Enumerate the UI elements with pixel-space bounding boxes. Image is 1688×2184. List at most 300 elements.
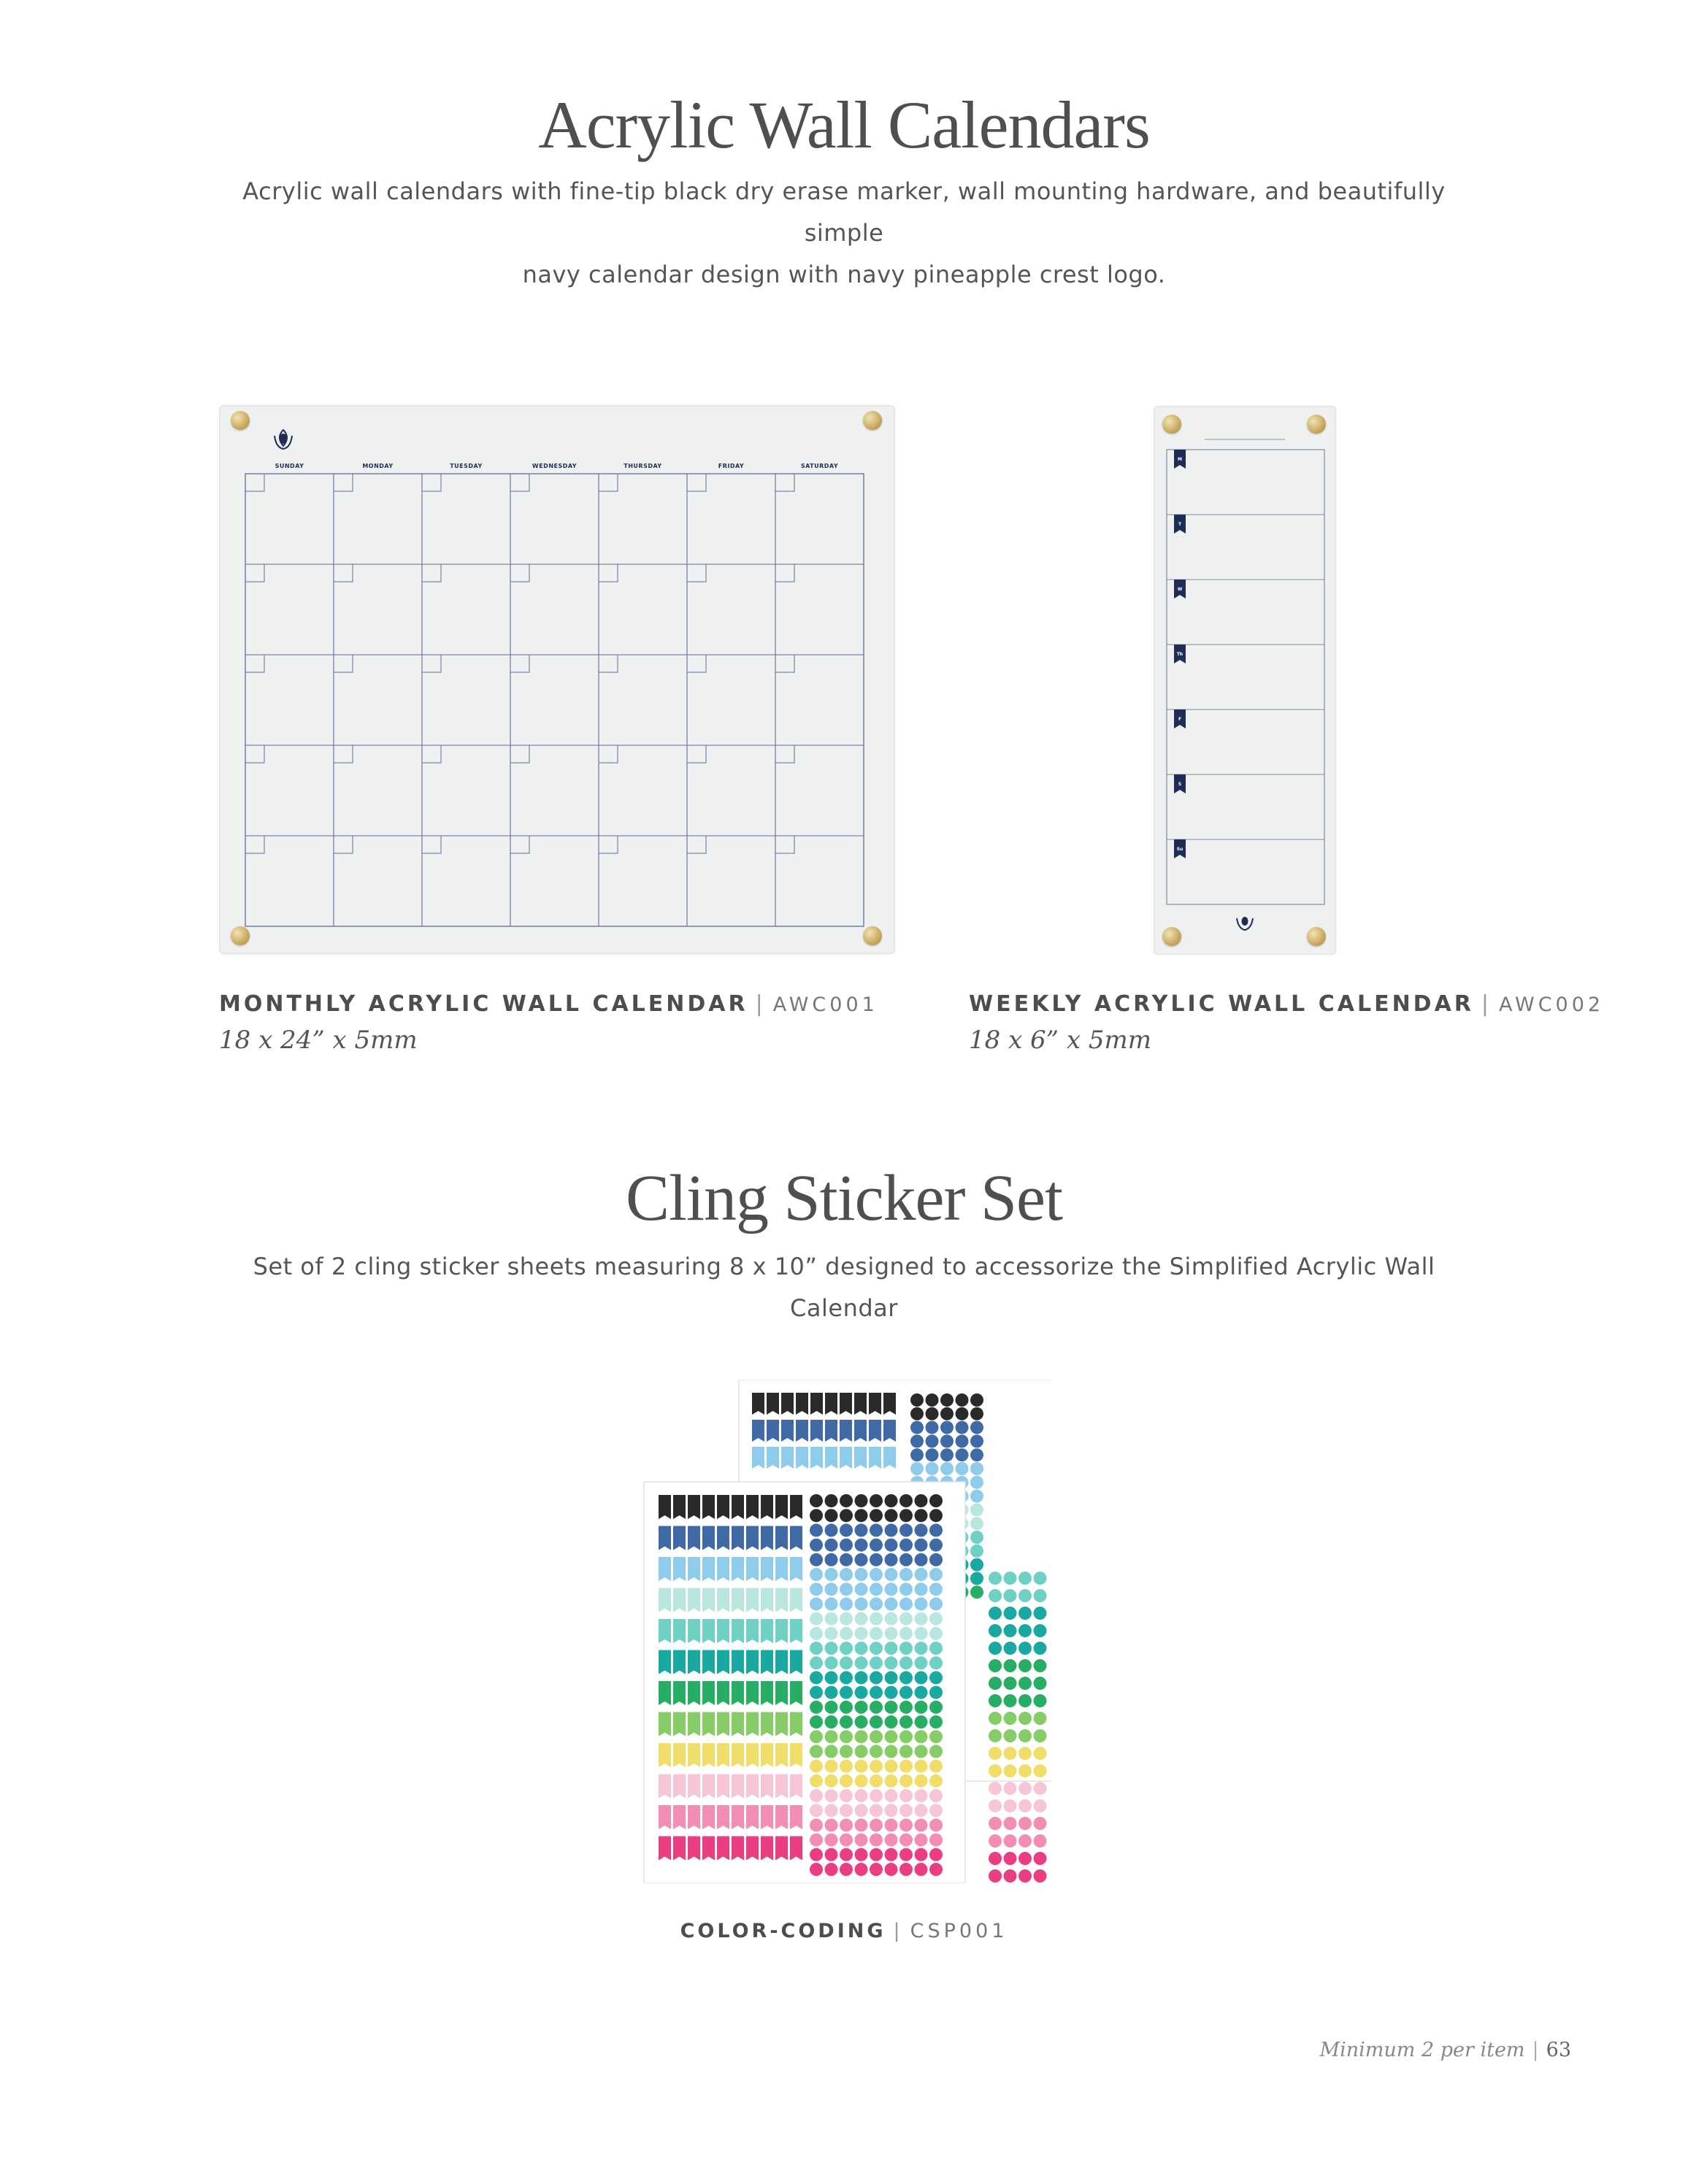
dot-sticker <box>929 1553 943 1566</box>
date-box <box>334 836 353 853</box>
dot-sticker <box>870 1671 883 1684</box>
dot-sticker <box>1004 1799 1017 1812</box>
dot-sticker <box>840 1834 853 1847</box>
dot-sticker <box>929 1597 943 1610</box>
date-box <box>599 836 618 853</box>
dot-sticker <box>840 1804 853 1817</box>
dot-sticker <box>840 1789 853 1802</box>
dot-sticker <box>970 1531 983 1544</box>
dot-sticker <box>885 1715 898 1729</box>
dot-sticker <box>989 1607 1002 1620</box>
dot-sticker <box>1004 1782 1017 1795</box>
footer-note: Minimum 2 per item <box>1319 2039 1525 2061</box>
dot-sticker <box>810 1627 823 1640</box>
dot-sticker <box>825 1642 838 1655</box>
dot-sticker <box>926 1448 939 1461</box>
dot-sticker <box>929 1789 943 1802</box>
dot-sticker <box>970 1421 983 1434</box>
dot-sticker <box>885 1774 898 1788</box>
dot-sticker <box>870 1730 883 1743</box>
dot-sticker <box>989 1799 1002 1812</box>
dot-sticker <box>885 1789 898 1802</box>
dot-sticker <box>940 1434 954 1447</box>
dot-sticker <box>929 1804 943 1817</box>
dot-sticker <box>929 1715 943 1729</box>
dot-sticker <box>1034 1799 1047 1812</box>
monthly-calendar-size: 18 x 24” x 5mm <box>219 1026 418 1055</box>
dot-sticker <box>1004 1572 1017 1585</box>
dot-sticker <box>825 1745 838 1758</box>
dot-sticker <box>915 1612 928 1626</box>
dot-sticker <box>855 1834 868 1847</box>
dot-sticker <box>926 1421 939 1434</box>
dot-sticker <box>899 1642 913 1655</box>
day-header: WEDNESDAY <box>532 463 578 469</box>
date-box <box>334 474 353 491</box>
day-tab-label: Su <box>1176 847 1183 852</box>
dot-sticker <box>825 1656 838 1669</box>
dot-sticker <box>1018 1712 1032 1725</box>
dot-sticker <box>1004 1677 1017 1690</box>
dot-sticker <box>926 1462 939 1475</box>
dot-sticker <box>1034 1817 1047 1830</box>
monthly-calendar-label: MONTHLY ACRYLIC WALL CALENDAR | AWC001 <box>219 991 878 1017</box>
dot-sticker <box>870 1804 883 1817</box>
product-name: COLOR-CODING <box>680 1920 886 1942</box>
dot-sticker <box>840 1848 853 1861</box>
monthly-calendar-drawing <box>220 407 894 953</box>
dot-sticker <box>885 1686 898 1699</box>
dot-sticker <box>885 1612 898 1626</box>
dot-sticker <box>870 1539 883 1552</box>
dot-sticker <box>810 1804 823 1817</box>
dot-sticker <box>929 1774 943 1788</box>
dot-sticker <box>899 1715 913 1729</box>
dot-sticker <box>855 1583 868 1596</box>
dot-sticker <box>840 1818 853 1831</box>
dot-sticker <box>840 1774 853 1788</box>
dot-sticker <box>885 1583 898 1596</box>
dot-sticker <box>825 1509 838 1522</box>
dot-sticker <box>926 1434 939 1447</box>
dot-sticker <box>970 1558 983 1572</box>
dot-sticker <box>1034 1607 1047 1620</box>
dot-sticker <box>929 1818 943 1831</box>
dot-sticker <box>855 1656 868 1669</box>
dot-sticker <box>870 1686 883 1699</box>
sticker-sheets-image <box>628 1380 1051 1883</box>
dot-sticker <box>825 1627 838 1640</box>
date-box <box>245 745 264 763</box>
dot-sticker <box>899 1834 913 1847</box>
dot-sticker <box>855 1627 868 1640</box>
dot-sticker <box>929 1701 943 1714</box>
dot-sticker <box>825 1834 838 1847</box>
dot-sticker <box>1034 1852 1047 1865</box>
day-tab-label: Th <box>1176 652 1183 657</box>
calendar-grid-border <box>245 474 864 926</box>
dot-sticker <box>885 1730 898 1743</box>
section-title-acrylic-calendars: Acrylic Wall Calendars <box>538 88 1150 162</box>
dot-sticker <box>989 1747 1002 1760</box>
dot-sticker <box>825 1671 838 1684</box>
date-box <box>687 655 706 672</box>
dot-sticker <box>989 1729 1002 1742</box>
dot-sticker <box>915 1642 928 1655</box>
dot-sticker <box>915 1701 928 1714</box>
dot-sticker <box>810 1789 823 1802</box>
dot-sticker <box>899 1494 913 1507</box>
day-tab-label: M <box>1178 457 1182 462</box>
dot-sticker <box>855 1523 868 1537</box>
dot-sticker <box>915 1863 928 1876</box>
day-tab-label: S <box>1178 782 1182 787</box>
dot-sticker <box>1018 1694 1032 1707</box>
dot-sticker <box>915 1760 928 1773</box>
date-box <box>775 564 794 582</box>
dot-sticker <box>855 1642 868 1655</box>
gold-peg <box>1162 927 1181 946</box>
dot-sticker <box>840 1760 853 1773</box>
dot-sticker <box>870 1523 883 1537</box>
dot-sticker <box>1004 1869 1017 1883</box>
dot-sticker <box>825 1597 838 1610</box>
description-line-1: Acrylic wall calendars with fine-tip black dry erase marker, wall mounting hardware, and beautifully simple <box>242 177 1446 247</box>
description-line-2: navy calendar design with navy pineapple crest logo. <box>522 261 1166 288</box>
dot-sticker <box>1018 1589 1032 1602</box>
dot-sticker <box>915 1789 928 1802</box>
dot-sticker <box>1034 1834 1047 1847</box>
dot-sticker <box>855 1715 868 1729</box>
dot-sticker <box>855 1539 868 1552</box>
dot-sticker <box>840 1627 853 1640</box>
dot-sticker <box>825 1494 838 1507</box>
dot-sticker <box>885 1539 898 1552</box>
day-header: FRIDAY <box>718 463 745 469</box>
dot-sticker <box>989 1572 1002 1585</box>
dot-sticker <box>899 1553 913 1566</box>
dot-sticker <box>825 1774 838 1788</box>
monthly-calendar-image <box>219 405 895 954</box>
date-box <box>599 745 618 763</box>
dot-sticker <box>1018 1607 1032 1620</box>
dot-sticker <box>915 1656 928 1669</box>
date-box <box>775 655 794 672</box>
dot-sticker <box>840 1686 853 1699</box>
weekly-calendar-size: 18 x 6” x 5mm <box>969 1026 1151 1055</box>
day-header: SUNDAY <box>275 463 304 469</box>
dot-sticker <box>956 1393 969 1407</box>
date-box <box>422 655 441 672</box>
dot-sticker <box>825 1848 838 1861</box>
dot-sticker <box>910 1448 924 1461</box>
dot-sticker <box>825 1730 838 1743</box>
dot-sticker <box>855 1818 868 1831</box>
date-box <box>687 745 706 763</box>
dot-sticker <box>1018 1852 1032 1865</box>
dot-sticker <box>855 1509 868 1522</box>
dot-sticker <box>956 1462 969 1475</box>
dot-sticker <box>885 1701 898 1714</box>
weekly-calendar-drawing <box>1155 407 1335 953</box>
dot-sticker <box>885 1834 898 1847</box>
dot-sticker <box>899 1671 913 1684</box>
dot-sticker <box>915 1597 928 1610</box>
dot-sticker <box>810 1774 823 1788</box>
dot-sticker <box>929 1583 943 1596</box>
gold-peg <box>1307 927 1326 946</box>
dot-sticker <box>926 1393 939 1407</box>
dot-sticker <box>825 1553 838 1566</box>
date-box <box>245 655 264 672</box>
dot-sticker <box>810 1568 823 1581</box>
dot-sticker <box>989 1817 1002 1830</box>
dot-sticker <box>899 1597 913 1610</box>
dot-sticker <box>970 1462 983 1475</box>
day-header: MONDAY <box>362 463 394 469</box>
product-name: WEEKLY ACRYLIC WALL CALENDAR <box>969 991 1474 1017</box>
dot-sticker <box>1018 1572 1032 1585</box>
date-box <box>510 655 529 672</box>
dot-sticker <box>970 1503 983 1516</box>
dot-sticker <box>870 1642 883 1655</box>
date-box <box>687 564 706 582</box>
date-box <box>334 745 353 763</box>
dot-sticker <box>870 1597 883 1610</box>
dot-sticker <box>810 1730 823 1743</box>
date-box <box>599 474 618 491</box>
date-box <box>599 655 618 672</box>
dot-sticker <box>870 1583 883 1596</box>
dot-sticker <box>1034 1764 1047 1777</box>
day-header: THURSDAY <box>624 463 662 469</box>
dot-sticker <box>929 1760 943 1773</box>
date-box <box>422 836 441 853</box>
dot-sticker <box>810 1863 823 1876</box>
date-box <box>510 564 529 582</box>
dot-sticker <box>1004 1712 1017 1725</box>
dot-sticker <box>915 1553 928 1566</box>
date-box <box>422 474 441 491</box>
dot-sticker <box>989 1642 1002 1655</box>
dot-sticker <box>810 1818 823 1831</box>
dot-sticker <box>810 1539 823 1552</box>
date-box <box>599 564 618 582</box>
dot-sticker <box>825 1612 838 1626</box>
dot-sticker <box>810 1671 823 1684</box>
section-description-cling-sticker-set: Set of 2 cling sticker sheets measuring 8 x 10” designed to accessorize the Simplified Acrylic Wall Calendar <box>253 1253 1435 1322</box>
dot-sticker <box>956 1407 969 1420</box>
dot-sticker <box>885 1863 898 1876</box>
dot-sticker <box>929 1671 943 1684</box>
dot-sticker <box>915 1818 928 1831</box>
dot-sticker <box>929 1863 943 1876</box>
dot-sticker <box>885 1804 898 1817</box>
dot-sticker <box>885 1509 898 1522</box>
dot-sticker <box>885 1848 898 1861</box>
day-header: SATURDAY <box>800 463 839 469</box>
pineapple-crest-icon <box>1237 917 1253 930</box>
dot-sticker <box>1018 1642 1032 1655</box>
dot-sticker <box>989 1782 1002 1795</box>
dot-sticker <box>870 1760 883 1773</box>
dot-sticker <box>870 1568 883 1581</box>
dot-sticker <box>970 1572 983 1585</box>
dot-sticker <box>929 1509 943 1522</box>
dot-sticker <box>1034 1659 1047 1672</box>
dot-sticker <box>855 1730 868 1743</box>
dot-sticker <box>956 1448 969 1461</box>
dot-sticker <box>989 1834 1002 1847</box>
dot-sticker <box>855 1612 868 1626</box>
dot-sticker <box>915 1715 928 1729</box>
dot-sticker <box>1004 1852 1017 1865</box>
dot-sticker <box>899 1627 913 1640</box>
dot-sticker <box>940 1462 954 1475</box>
product-code: AWC001 <box>772 993 878 1016</box>
day-tab-label: F <box>1178 717 1182 722</box>
date-box <box>687 474 706 491</box>
dot-sticker <box>989 1869 1002 1883</box>
dot-sticker <box>810 1760 823 1773</box>
dot-sticker <box>940 1448 954 1461</box>
dot-sticker <box>840 1583 853 1596</box>
dot-sticker <box>870 1789 883 1802</box>
dot-sticker <box>840 1509 853 1522</box>
dot-sticker <box>910 1407 924 1420</box>
gold-peg <box>1162 415 1181 434</box>
date-box <box>510 474 529 491</box>
dot-sticker <box>1004 1589 1017 1602</box>
dot-sticker <box>885 1656 898 1669</box>
dot-sticker <box>1004 1607 1017 1620</box>
dot-sticker <box>825 1701 838 1714</box>
gold-peg <box>863 411 882 430</box>
dot-sticker <box>1004 1747 1017 1760</box>
dot-sticker <box>885 1494 898 1507</box>
dot-sticker <box>989 1677 1002 1690</box>
dot-sticker <box>929 1686 943 1699</box>
dot-sticker <box>810 1494 823 1507</box>
dot-sticker <box>970 1434 983 1447</box>
dot-sticker <box>915 1804 928 1817</box>
dot-sticker <box>870 1745 883 1758</box>
dot-sticker <box>915 1686 928 1699</box>
date-box <box>775 745 794 763</box>
dot-sticker <box>810 1656 823 1669</box>
dot-sticker <box>899 1656 913 1669</box>
dot-sticker <box>810 1642 823 1655</box>
dot-sticker <box>885 1523 898 1537</box>
dot-sticker <box>929 1834 943 1847</box>
dot-sticker <box>1004 1817 1017 1830</box>
day-tab-label: W <box>1177 587 1183 592</box>
dot-sticker <box>989 1589 1002 1602</box>
section-description-acrylic-calendars <box>219 171 1469 296</box>
weekly-calendar-label: WEEKLY ACRYLIC WALL CALENDAR | AWC002 <box>969 991 1605 1017</box>
dot-sticker <box>885 1671 898 1684</box>
dot-sticker <box>899 1848 913 1861</box>
dot-sticker <box>910 1434 924 1447</box>
dot-sticker <box>915 1745 928 1758</box>
dot-sticker <box>810 1583 823 1596</box>
dot-sticker <box>929 1656 943 1669</box>
dot-sticker <box>929 1612 943 1626</box>
dot-sticker <box>929 1494 943 1507</box>
dot-sticker <box>910 1393 924 1407</box>
dot-sticker <box>870 1509 883 1522</box>
dot-sticker <box>915 1834 928 1847</box>
dot-sticker <box>1004 1642 1017 1655</box>
dot-sticker <box>899 1818 913 1831</box>
dot-sticker <box>970 1476 983 1489</box>
dot-sticker <box>810 1597 823 1610</box>
dot-sticker <box>870 1656 883 1669</box>
dot-sticker <box>989 1712 1002 1725</box>
dot-sticker <box>870 1612 883 1626</box>
date-box <box>245 564 264 582</box>
dot-sticker <box>915 1848 928 1861</box>
dot-sticker <box>929 1523 943 1537</box>
dot-sticker <box>1004 1659 1017 1672</box>
dot-sticker <box>885 1597 898 1610</box>
date-box <box>510 745 529 763</box>
dot-sticker <box>899 1686 913 1699</box>
dot-sticker <box>825 1715 838 1729</box>
weekly-calendar-image <box>1154 406 1336 955</box>
dot-sticker <box>899 1612 913 1626</box>
dot-sticker <box>915 1730 928 1743</box>
dot-sticker <box>870 1848 883 1861</box>
dot-sticker <box>840 1642 853 1655</box>
dot-sticker <box>929 1642 943 1655</box>
date-box <box>775 836 794 853</box>
dot-sticker <box>970 1585 983 1599</box>
date-box <box>510 836 529 853</box>
dot-sticker <box>810 1686 823 1699</box>
dot-sticker <box>870 1715 883 1729</box>
dot-sticker <box>825 1568 838 1581</box>
dot-sticker <box>870 1818 883 1831</box>
date-box <box>245 836 264 853</box>
sticker-sheet-front <box>644 1482 965 1883</box>
dot-sticker <box>870 1553 883 1566</box>
dot-sticker <box>885 1568 898 1581</box>
dot-sticker <box>870 1863 883 1876</box>
dot-sticker <box>899 1804 913 1817</box>
dot-sticker <box>840 1539 853 1552</box>
dot-sticker <box>1018 1747 1032 1760</box>
dot-sticker <box>989 1694 1002 1707</box>
dot-sticker <box>855 1568 868 1581</box>
dot-sticker <box>810 1701 823 1714</box>
dot-sticker <box>926 1407 939 1420</box>
dot-sticker <box>810 1848 823 1861</box>
dot-sticker <box>1034 1589 1047 1602</box>
dot-sticker <box>915 1494 928 1507</box>
dot-sticker <box>810 1553 823 1566</box>
dot-sticker <box>840 1523 853 1537</box>
section-title-cling-sticker-set: Cling Sticker Set <box>626 1162 1062 1234</box>
dot-sticker <box>915 1583 928 1596</box>
dot-sticker <box>915 1627 928 1640</box>
dot-sticker <box>910 1462 924 1475</box>
dot-sticker <box>899 1509 913 1522</box>
product-name: MONTHLY ACRYLIC WALL CALENDAR <box>219 991 748 1017</box>
dot-sticker <box>1018 1817 1032 1830</box>
dot-sticker <box>810 1745 823 1758</box>
dot-sticker <box>855 1789 868 1802</box>
